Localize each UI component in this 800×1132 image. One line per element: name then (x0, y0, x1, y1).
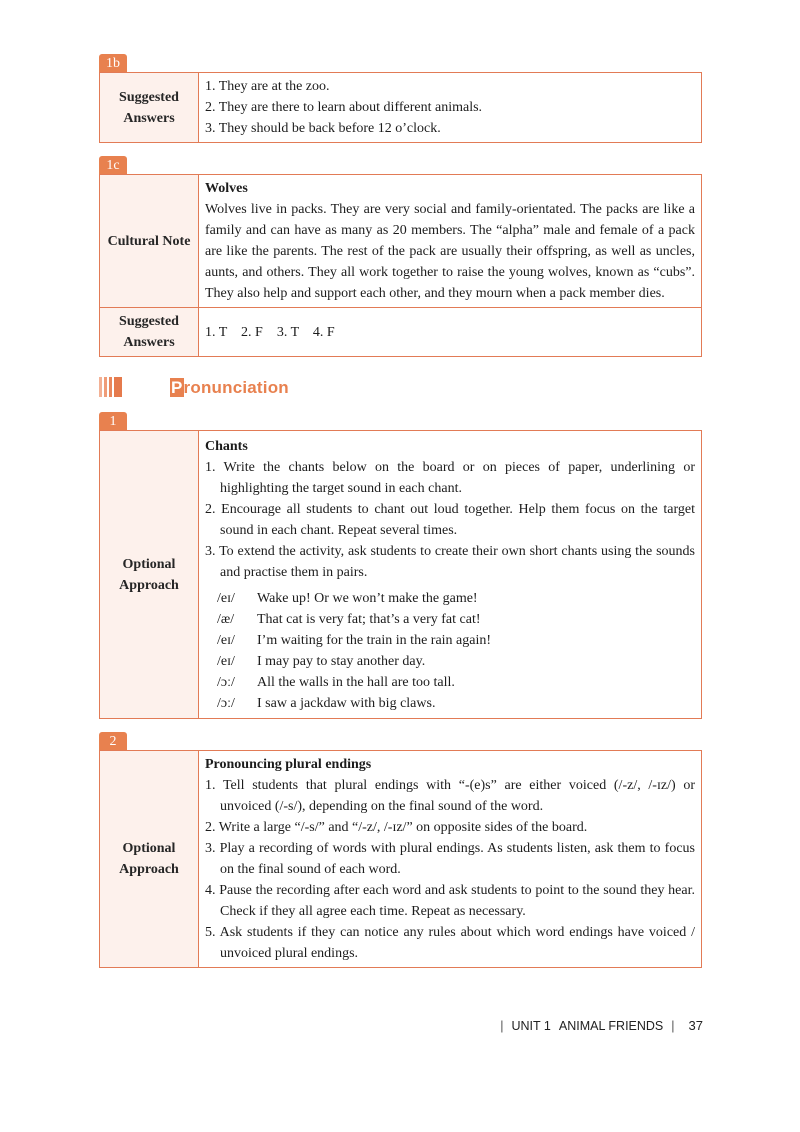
label-line-2: Approach (119, 577, 179, 593)
label-line-1: Suggested (119, 89, 179, 105)
label-cell (100, 175, 199, 308)
label-cell (100, 751, 199, 968)
answer-line: 1. T 2. F 3. T 4. F (205, 324, 335, 340)
chant-text: Wake up! Or we won’t make the game! (257, 590, 478, 606)
chant-row (205, 693, 695, 714)
note-title: Wolves (205, 181, 248, 196)
chant-text: I may pay to stay another day. (257, 653, 426, 669)
approach-cell (199, 751, 702, 968)
label-cell (100, 431, 199, 719)
section-title-rest: ronunciation (183, 378, 289, 397)
heading-stripe (114, 377, 122, 397)
chant-text: I saw a jackdaw with big claws. (257, 695, 436, 711)
heading-stripe (109, 377, 112, 397)
list-item: 2. Encourage all students to chant out loud together. Help them focus on the target sound in each chant. Repeat several times. (205, 501, 695, 538)
section-tag-1: 1 (99, 412, 127, 431)
table-1 (99, 430, 702, 719)
list-item: 1. Write the chants below on the board or on pieces of paper, underlining or highlighting the target sound in each chant. (205, 459, 695, 496)
footer-unit-title: ANIMAL FRIENDS (558, 1018, 664, 1033)
list-item: 5. Ask students if they can notice any rules about which word endings have voiced / unvoiced plural endings. (205, 925, 695, 961)
heading-stripe (99, 377, 102, 397)
chant-row (205, 609, 695, 630)
chant-text: That cat is very fat; that’s a very fat cat! (257, 611, 481, 627)
chant-text: I’m waiting for the train in the rain again! (257, 632, 492, 648)
list-item: 3. Play a recording of words with plural endings. As students listen, ask them to focus on the final sound of each word. (205, 841, 695, 877)
steps-list (205, 775, 695, 964)
footer-divider: | (500, 1018, 504, 1033)
cultural-note-cell (199, 175, 702, 308)
section-heading (99, 376, 122, 398)
table-1c (99, 174, 702, 357)
chant-row (205, 588, 695, 609)
approach-title: Pronouncing plural endings (205, 757, 372, 772)
chant-sound: /ɔː/ (217, 695, 235, 711)
chant-sound: /eɪ/ (217, 653, 235, 669)
chant-row (205, 672, 695, 693)
footer-unit: UNIT 1 (511, 1018, 551, 1033)
section-tag-2: 2 (99, 732, 127, 751)
label-cell (100, 308, 199, 357)
label-cell (100, 73, 199, 143)
label-line-2: Answers (123, 110, 175, 126)
note-body: Wolves live in packs. They are very social and family-orientated. The packs are like a family and can have as many as 20 members. The “alpha” male and female of a pack are like the parents. The rest of the pack are usually their offspring, as well as uncles, aunts, and others. They all work together to raise the young wolves, known as “cubs”. They also help and support each other, and they mourn when a pack member dies. (205, 202, 695, 301)
cultural-note-label: Cultural Note (107, 233, 191, 249)
chant-sound: /æ/ (217, 611, 235, 627)
answer-line: 3. They should be back before 12 o’clock. (205, 121, 441, 136)
section-title-initial: P (171, 378, 183, 397)
list-item: 3. To extend the activity, ask students to create their own short chants using the sounds and practise them in pairs. (205, 543, 695, 580)
chant-sound: /ɔː/ (217, 674, 235, 690)
page-number: 37 (688, 1018, 703, 1033)
heading-stripe (104, 377, 107, 397)
approach-cell (199, 431, 702, 719)
chant-row (205, 630, 695, 651)
label-line-2: Approach (119, 862, 179, 877)
section-title (170, 377, 289, 399)
chant-text: All the walls in the hall are too tall. (257, 674, 455, 690)
answer-line: 1. They are at the zoo. (205, 79, 330, 94)
chant-sound: /eɪ/ (217, 590, 235, 606)
steps-list (205, 457, 695, 583)
section-tag-1c: 1c (99, 156, 127, 175)
answers-cell (199, 73, 702, 143)
list-item: 1. Tell students that plural endings with “-(e)s” are either voiced (/-z/, /-ɪz/) or unvoiced (/-s/), depending on the final sound of the word. (205, 778, 695, 814)
list-item: 4. Pause the recording after each word and ask students to point to the sound they hear. Check if they all agree each time. Repeat as necessary. (205, 883, 695, 919)
label-line-1: Suggested (119, 314, 179, 329)
label-line-2: Answers (123, 335, 175, 350)
label-line-1: Optional (122, 556, 176, 572)
chant-row (205, 651, 695, 672)
table-2 (99, 750, 702, 968)
section-tag-1b: 1b (99, 54, 127, 73)
answer-line: 2. They are there to learn about different animals. (205, 100, 483, 115)
list-item: 2. Write a large “/-s/” and “/-z/, /-ɪz/” on opposite sides of the board. (205, 820, 588, 835)
footer-divider: | (671, 1018, 675, 1033)
approach-title: Chants (205, 438, 248, 454)
table-1b (99, 72, 702, 143)
label-line-1: Optional (122, 841, 176, 856)
chant-sound: /eɪ/ (217, 632, 235, 648)
page-footer (500, 1018, 703, 1033)
answers-cell (199, 308, 702, 357)
